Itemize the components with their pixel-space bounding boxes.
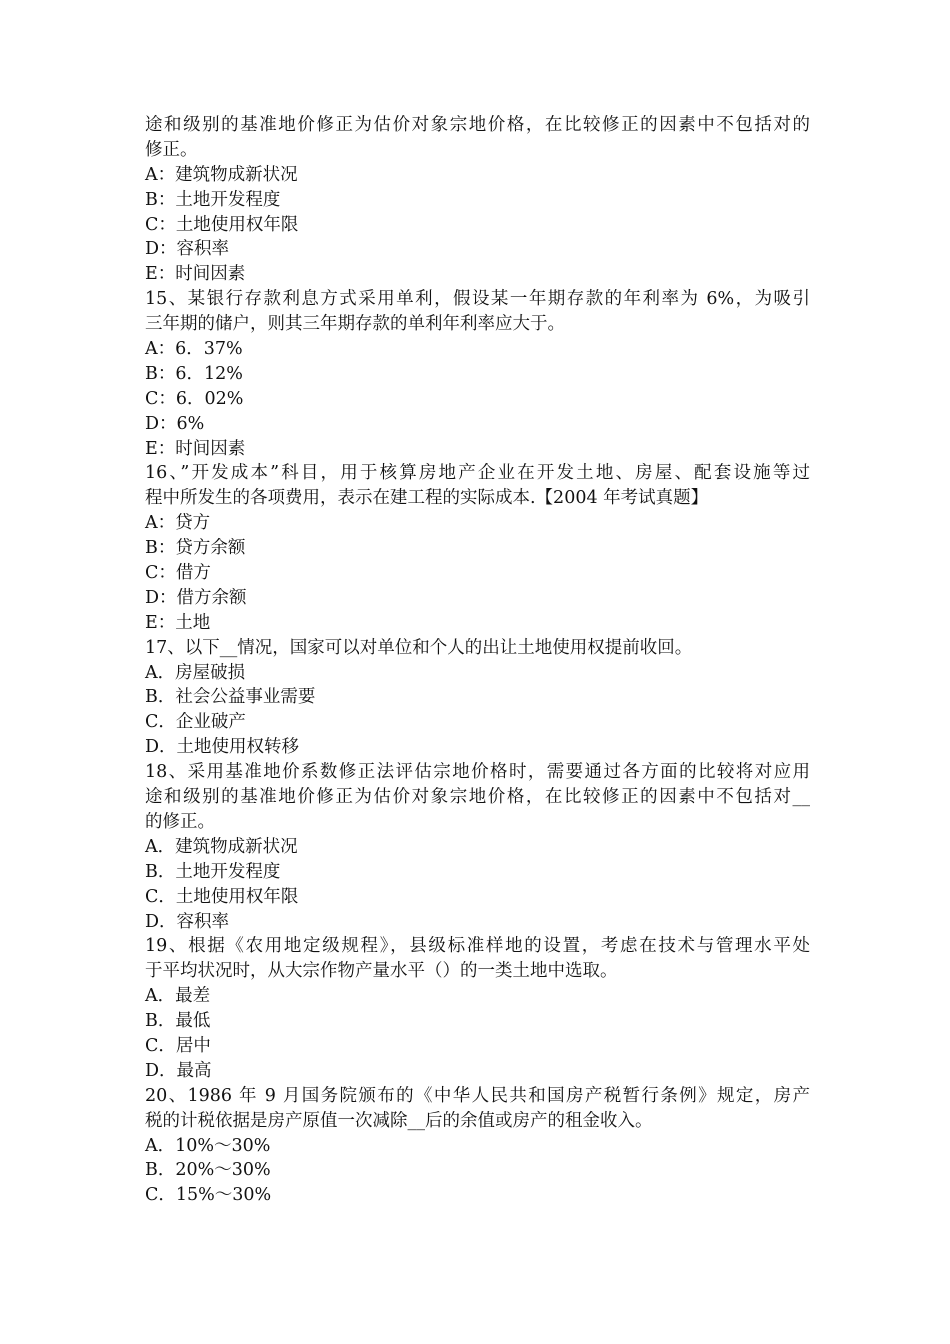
text-line: D．最高 <box>145 1060 212 1081</box>
text-line: D．土地使用权转移 <box>145 737 300 758</box>
text-line: B：土地开发程度 <box>145 189 281 210</box>
text-line: B．土地开发程度 <box>145 861 281 882</box>
text-line: B．20%～30% <box>145 1160 271 1181</box>
text-line: D：6% <box>145 413 205 434</box>
text-line: D：借方余额 <box>145 587 247 608</box>
text-line: C．土地使用权年限 <box>145 886 299 907</box>
text-line: A．建筑物成新状况 <box>145 836 298 857</box>
text-line: E：土地 <box>145 612 211 633</box>
text-line: B：6．12% <box>145 363 243 384</box>
text-line: 途和级别的基准地价修正为估价对象宗地价格，在比较修正的因素中不包括对__ <box>145 787 810 808</box>
document-page <box>145 113 810 1208</box>
text-line: E：时间因素 <box>145 264 246 285</box>
text-line: A．最差 <box>145 986 211 1007</box>
text-line: 的修正。 <box>145 811 215 832</box>
text-line: C．15%～30% <box>145 1185 272 1206</box>
text-line: 程中所发生的各项费用，表示在建工程的实际成本.【2004 年考试真题】 <box>145 488 709 509</box>
text-line: B．最低 <box>145 1011 211 1032</box>
text-line: C．企业破产 <box>145 712 246 733</box>
text-line: 16、”开发成本”科目，用于核算房地产企业在开发土地、房屋、配套设施等过 <box>145 463 810 484</box>
text-line: A．房屋破损 <box>145 662 246 683</box>
text-line: 18、采用基准地价系数修正法评估宗地价格时，需要通过各方面的比较将对应用 <box>145 762 810 783</box>
text-line: 20、1986 年 9 月国务院颁布的《中华人民共和国房产税暂行条例》规定，房产 <box>145 1085 810 1106</box>
text-line: E：时间因素 <box>145 438 246 459</box>
text-line: 19、根据《农用地定级规程》，县级标准样地的设置，考虑在技术与管理水平处 <box>145 936 810 957</box>
text-line: 三年期的储户，则其三年期存款的单利年利率应大于。 <box>145 314 565 335</box>
text-line: C：借方 <box>145 563 211 584</box>
text-line: A：贷方 <box>145 513 211 534</box>
text-line: 17、以下__情况，国家可以对单位和个人的出让土地使用权提前收回。 <box>145 637 693 658</box>
text-line: C．居中 <box>145 1035 211 1056</box>
text-line: D．容积率 <box>145 911 230 932</box>
text-line: A：6．37% <box>145 339 243 360</box>
text-line: C：土地使用权年限 <box>145 214 299 235</box>
text-line: 途和级别的基准地价修正为估价对象宗地价格，在比较修正的因素中不包括对的 <box>145 115 810 135</box>
text-line: D：容积率 <box>145 239 230 260</box>
text-line: 税的计税依据是房产原值一次减除__后的余值或房产的租金收入。 <box>145 1110 653 1131</box>
text-line: B．社会公益事业需要 <box>145 687 316 708</box>
text-line: 修正。 <box>145 139 198 160</box>
text-line: 于平均状况时，从大宗作物产量水平（）的一类土地中选取。 <box>145 961 618 982</box>
text-line: A：建筑物成新状况 <box>145 164 298 185</box>
text-line: 15、某银行存款利息方式采用单利，假设某一年期存款的年利率为 6%，为吸引 <box>145 289 810 310</box>
text-line: A．10%～30% <box>145 1135 271 1156</box>
text-line: B：贷方余额 <box>145 538 246 559</box>
text-line: C：6．02% <box>145 388 244 409</box>
